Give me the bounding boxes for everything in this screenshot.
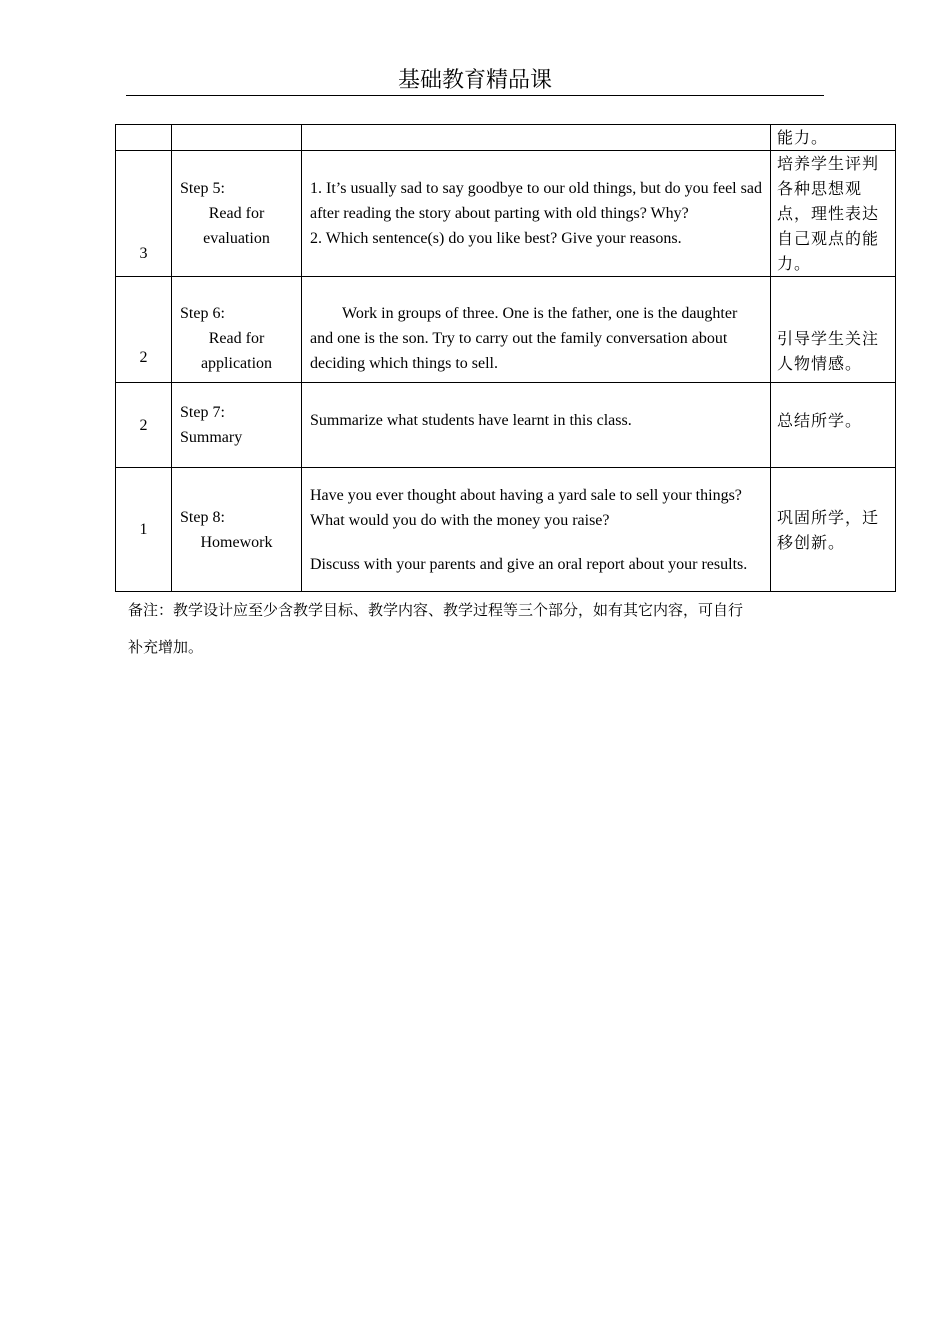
step-name: Read for evaluation: [203, 205, 270, 247]
step-label: Step 7:: [180, 404, 225, 421]
purpose-cell: 能力。: [771, 125, 896, 151]
content-line: Summarize what students have learnt in this class.: [310, 412, 632, 429]
step-cell: [172, 468, 302, 592]
time-value: 2: [139, 349, 148, 366]
content-line: 2. Which sentence(s) do you like best? Give your reasons.: [310, 230, 682, 247]
step-cell: [172, 125, 302, 151]
time-value: 3: [139, 245, 148, 262]
header-title: 基础教育精品课: [397, 68, 552, 93]
purpose-cell: 巩固所学，迁移创新。: [771, 468, 896, 592]
table-row: [116, 125, 896, 151]
purpose-cell: 引导学生关注人物情感。: [771, 277, 896, 383]
content-line: Discuss with your parents and give an oral report about your results.: [310, 555, 748, 573]
content-line: 1. It’s usually sad to say goodbye to our old things, but do you feel sad after reading the story about parting with old things? Why?: [310, 180, 762, 222]
table-row: [116, 151, 896, 277]
content-cell: [302, 125, 771, 151]
time-cell: [116, 125, 172, 151]
footnote: [128, 592, 828, 666]
time-cell: 1: [116, 468, 172, 592]
table-row: [116, 383, 896, 468]
paragraph-gap: [310, 533, 762, 552]
time-cell: [116, 277, 172, 383]
time-cell: [116, 151, 172, 277]
content-line: Work in groups of three. One is the father, one is the daughter and one is the son. Try to carry out the family conversation about deciding which things to sell.: [310, 305, 738, 372]
content-cell: [302, 383, 771, 468]
content-cell: [302, 277, 771, 383]
step-label: Step 5:: [180, 180, 225, 197]
step-name: Homework: [200, 533, 273, 551]
step-name: Read for application: [200, 330, 273, 372]
step-cell: [172, 277, 302, 383]
page-header: [126, 66, 824, 96]
footnote-line: 补充增加。: [128, 638, 204, 656]
step-name: Summary: [180, 429, 243, 446]
content-cell: [302, 151, 771, 277]
purpose-cell: 培养学生评判各种思想观点，理性表达自己观点的能力。: [771, 151, 896, 277]
step-label: Step 8:: [180, 508, 225, 526]
table-row: [116, 468, 896, 592]
step-label: Step 6:: [180, 305, 225, 322]
lesson-plan-table: [115, 124, 896, 592]
table-row: [116, 277, 896, 383]
time-cell: 2: [116, 383, 172, 468]
content-line: Have you ever thought about having a yard sale to sell your things? What would you do with the money you raise?: [310, 486, 742, 529]
step-cell: [172, 383, 302, 468]
footnote-line: 备注：教学设计应至少含教学目标、教学内容、教学过程等三个部分，如有其它内容，可自行: [128, 601, 744, 619]
content-cell: [302, 468, 771, 592]
step-cell: [172, 151, 302, 277]
purpose-cell: 总结所学。: [771, 383, 896, 468]
